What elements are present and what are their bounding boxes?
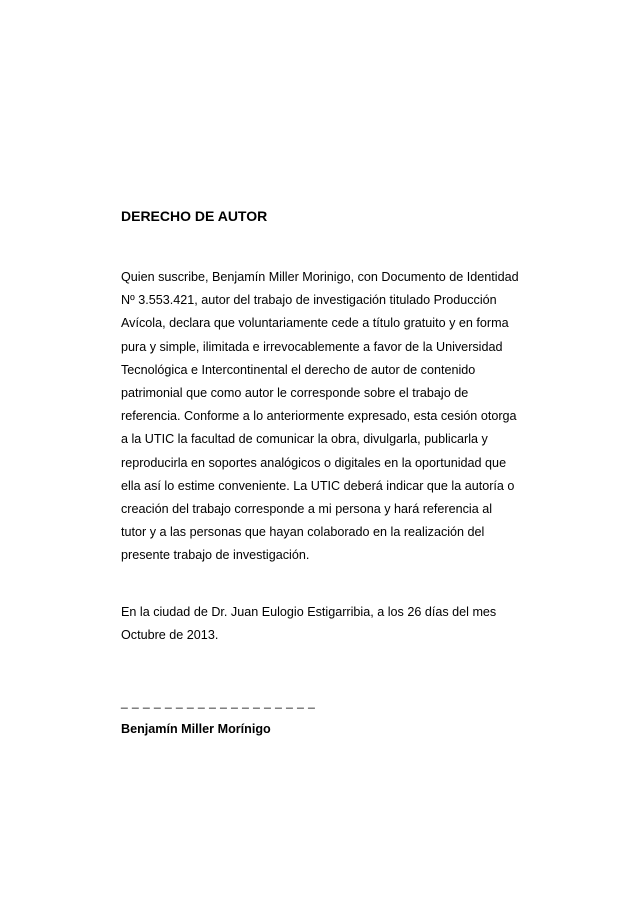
document-title: DERECHO DE AUTOR <box>121 208 268 224</box>
body-line: presente trabajo de investigación. <box>121 548 310 563</box>
body-line: Quien suscribe, Benjamín Miller Morinigo, con Documento de Identidad <box>121 270 519 284</box>
body-line: Nº 3.553.421, autor del trabajo de investigación titulado Producción <box>121 293 497 308</box>
body-line: creación del trabajo corresponde a mi persona y hará referencia al <box>121 502 493 517</box>
body-line: Avícola, declara que voluntariamente cede a título gratuito y en forma <box>121 316 509 331</box>
body-line: pura y simple, ilimitada e irrevocablemente a favor de la Universidad <box>121 339 503 354</box>
body-paragraph <box>121 266 561 568</box>
signature-name: Benjamín Miller Morínigo <box>121 722 271 736</box>
closing-line: En la ciudad de Dr. Juan Eulogio Estigarribia, a los 26 días del mes <box>121 605 497 619</box>
closing-paragraph <box>121 601 561 647</box>
body-line: tutor y a las personas que hayan colaborado en la realización del <box>121 525 485 540</box>
body-line: reproducirla en soportes analógicos o digitales en la oportunidad que <box>121 455 507 470</box>
body-line: Tecnológica e Intercontinental el derecho de autor de contenido <box>121 362 476 377</box>
signature-line: _ _ _ _ _ _ _ _ _ _ _ _ _ _ _ _ _ _ <box>121 695 316 709</box>
body-line: referencia. Conforme a lo anteriormente expresado, esta cesión otorga <box>121 409 517 424</box>
body-line: a la UTIC la facultad de comunicar la obra, divulgarla, publicarla y <box>121 432 488 447</box>
closing-line: Octubre de 2013. <box>121 628 219 643</box>
body-line: patrimonial que como autor le corresponde sobre el trabajo de <box>121 386 469 401</box>
body-line: ella así lo estime conveniente. La UTIC deberá indicar que la autoría o <box>121 478 515 493</box>
